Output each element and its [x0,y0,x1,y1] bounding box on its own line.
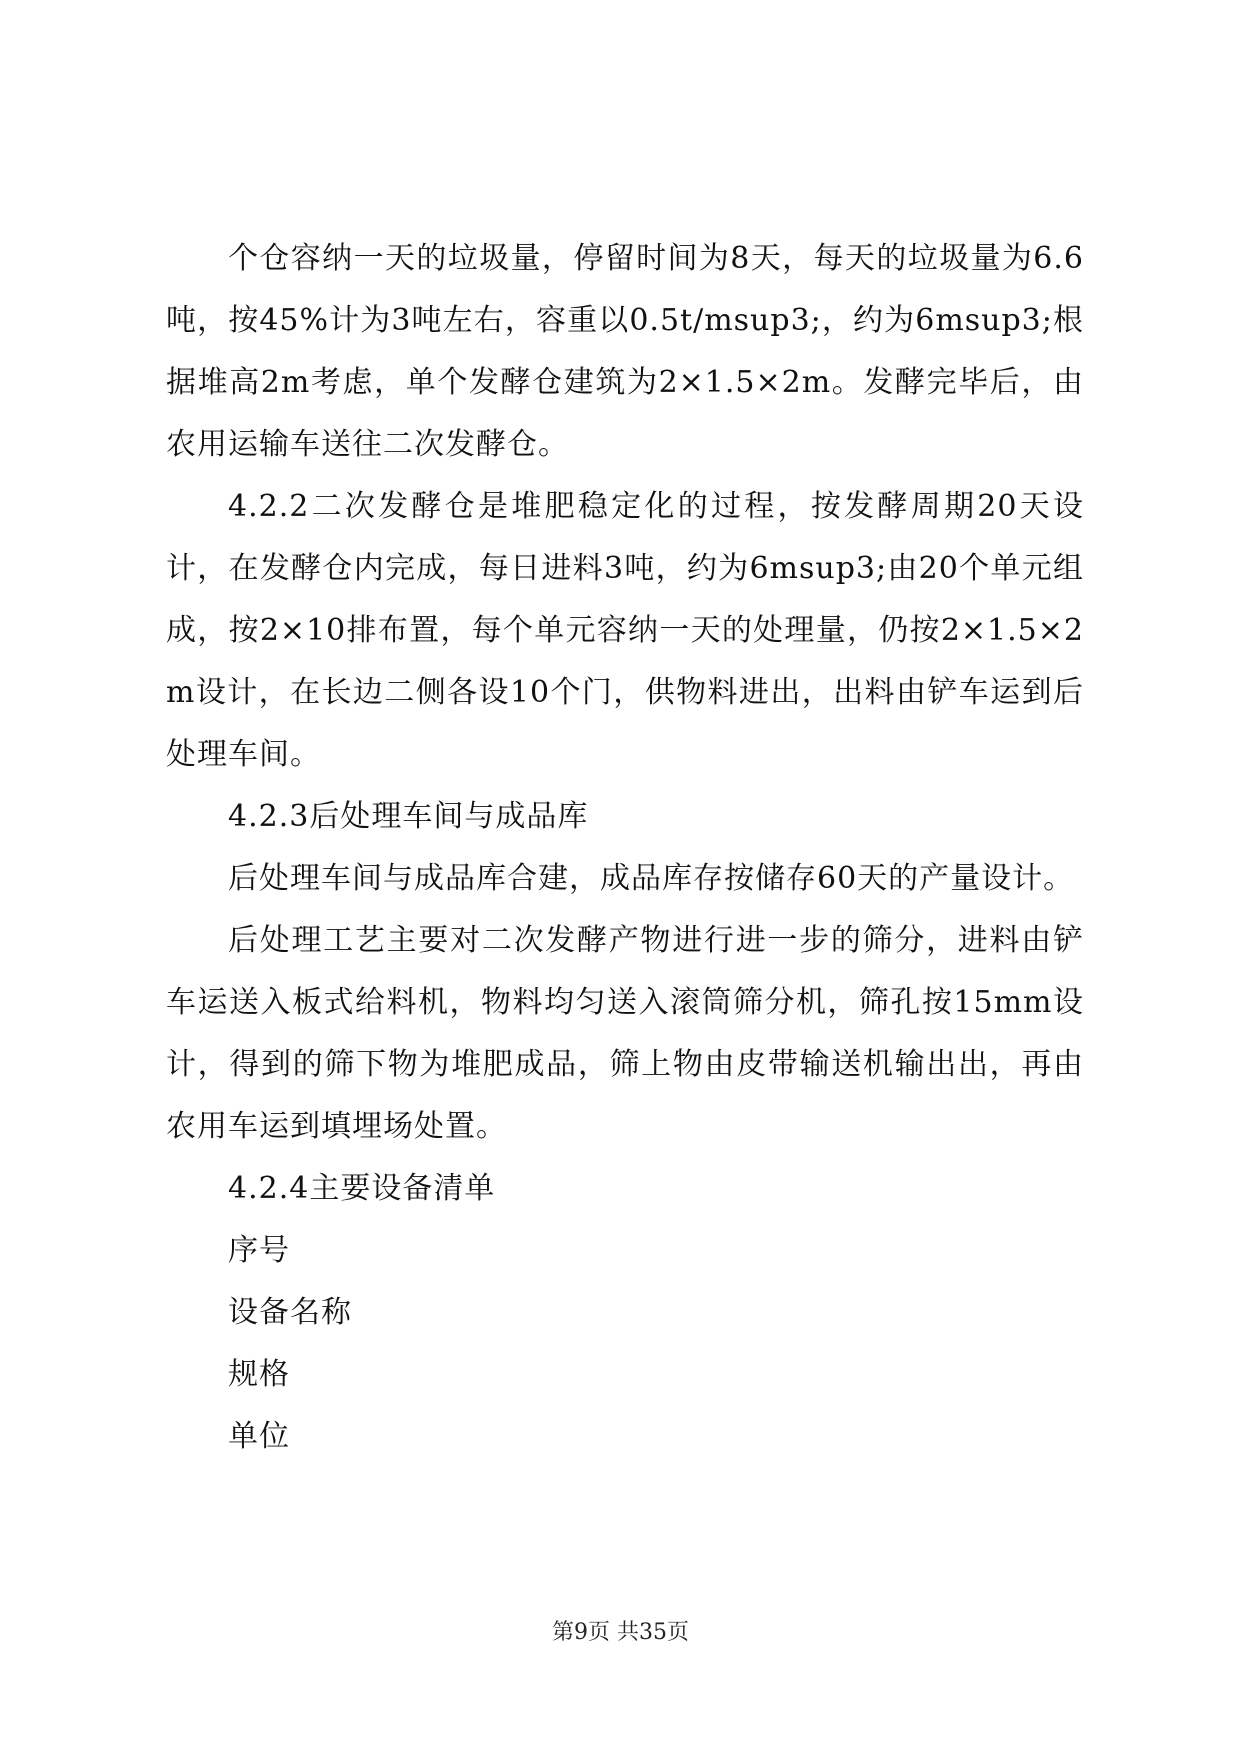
paragraph-fermentation-bin-capacity: 个仓容纳一天的垃圾量，停留时间为8天，每天的垃圾量为6.6吨，按45%计为3吨左右，容重以0.5t/msup3;，约为6msup3;根据堆高2m考虑，单个发酵仓建筑为2×1.5×2m。发酵完毕后，由农用运输车送往二次发酵仓。 [166,241,1084,462]
paragraph-secondary-fermentation: 4.2.2二次发酵仓是堆肥稳定化的过程，按发酵周期20天设计，在发酵仓内完成，每日进料3吨，约为6msup3;由20个单元组成，按2×10排布置，每个单元容纳一天的处理量，仍按2×1.5×2m设计，在长边二侧各设10个门，供物料进出，出料由铲车运到后处理车间。 [166,489,1084,772]
page-number-footer: 第9页 共35页 [552,1620,689,1645]
heading-post-processing-workshop: 4.2.3后处理车间与成品库 [228,799,589,834]
table-header-specification: 规格 [228,1357,290,1392]
table-header-equipment-name: 设备名称 [228,1295,352,1330]
heading-equipment-list: 4.2.4主要设备清单 [228,1171,496,1206]
document-body [166,228,1084,1468]
table-header-unit: 单位 [228,1419,290,1454]
paragraph-post-processing-process: 后处理工艺主要对二次发酵产物进行进一步的筛分，进料由铲车运送入板式给料机，物料均匀送入滚筒筛分机，筛孔按15mm设计，得到的筛下物为堆肥成品，筛上物由皮带输送机输出出，再由农用车运到填埋场处置。 [166,923,1084,1144]
paragraph-product-storage: 后处理车间与成品库合建，成品库存按储存60天的产量设计。 [228,861,1075,896]
table-header-serial-number: 序号 [228,1233,290,1268]
